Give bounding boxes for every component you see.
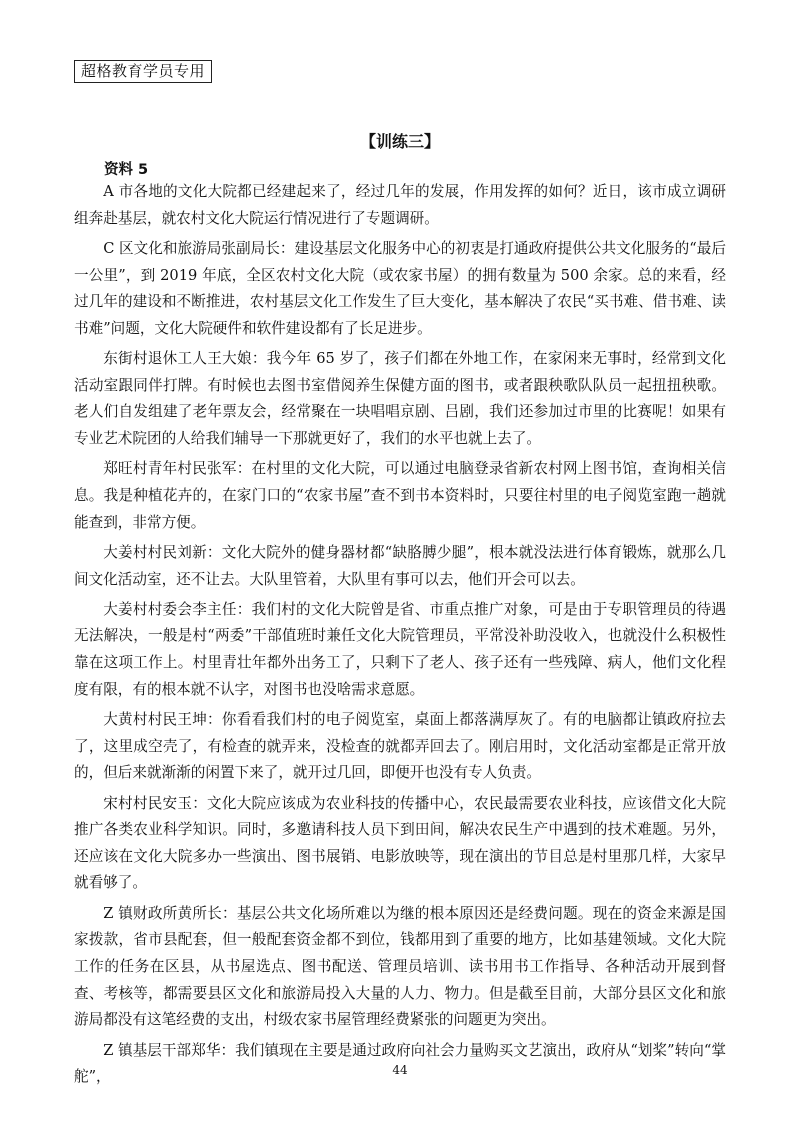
paragraph-intro: A 市各地的文化大院都已经建起来了，经过几年的发展，作用发挥的如何？近日，该市成立调研组奔赴基层，就农村文化大院运行情况进行了专题调研。 <box>74 183 726 227</box>
paragraph-liu-xin: 大姜村村民刘新：文化大院外的健身器材都“缺胳膊少腿”，根本就没法进行体育锻炼，就那么几间文化活动室，还不让去。大队里管着，大队里有事可以去，他们开会可以去。 <box>74 543 726 588</box>
header-stamp: 超格教育学员专用 <box>74 60 212 83</box>
paragraph-wang-daniang: 东街村退休工人王大娘：我今年 65 岁了，孩子们都在外地工作，在家闲来无事时，经常到文化活动室跟同伴打牌。有时候也去图书室借阅养生保健方面的图书，或者跟秧歌队队员一起扭扭秧歌。老人们自发组建了老年票友会，经常聚在一块唱唱京剧、吕剧，我们还参加过市里的比赛呢！如果有专业艺术院团的人给我们辅导一下那就更好了，我们的水平也就上去了。 <box>74 350 726 447</box>
paragraph-wang-kun: 大黄村村民王坤：你看看我们村的电子阅览室，桌面上都落满厚灰了。有的电脑都让镇政府拉去了，这里成空壳了，有检查的就弄来，没检查的就都弄回去了。刚启用时，文化活动室都是正常开放的，但后来就渐渐的闲置下来了，就开过几回，即便开也没有专人负责。 <box>74 711 726 782</box>
paragraph-director-huang: Z 镇财政所黄所长：基层公共文化场所难以为继的根本原因还是经费问题。现在的资金来源是国家拨款，省市县配套，但一般配套资金都不到位，钱都用到了重要的地方，比如基建领域。文化大院工作的任务在区县，从书屋选点、图书配送、管理员培训、读书用书工作指导、各种活动开展到督查、考核等，都需要县区文化和旅游局投入大量的人力、物力。但是截至目前，大部分县区文化和旅游局都没有这笔经费的支出，村级农家书屋管理经费紧张的问题更为突出。 <box>74 904 726 1029</box>
page-number: 44 <box>392 1063 408 1077</box>
paragraph-an-yu: 宋村村民安玉：文化大院应该成为农业科技的传播中心，农民最需要农业科技，应该借文化大院推广各类农业科学知识。同时，多邀请科技人员下到田间，解决农民生产中遇到的技术难题。另外，还应该在文化大院多办一些演出、图书展销、电影放映等，现在演出的节目总是村里那几样，大家早就看够了。 <box>74 794 726 892</box>
document-body <box>74 179 726 1095</box>
section-title: 【训练三】 <box>359 132 440 151</box>
paragraph-zhang-jun: 郑旺村青年村民张军：在村里的文化大院，可以通过电脑登录省新农村网上图书馆，查询相关信息。我是种植花卉的，在家门口的“农家书屋”查不到书本资料时，只要往村里的电子阅览室跑一趟就能查到，非常方便。 <box>74 460 726 531</box>
paragraph-zheng-hua: Z 镇基层干部郑华：我们镇现在主要是通过政府向社会力量购买文艺演出，政府从“划桨”转向“掌舵”， <box>74 1041 726 1086</box>
material-title: 资料 5 <box>104 162 149 178</box>
paragraph-director-li: 大姜村村委会李主任：我们村的文化大院曾是省、市重点推广对象，可是由于专职管理员的待遇无法解决，一般是村“两委”干部值班时兼任文化大院管理员，平常没补助没收入，也就没什么积极性靠在这项工作上。村里青壮年都外出务工了，只剩下了老人、孩子还有一些残障、病人，他们文化程度有限，有的根本就不认字，对图书也没啥需求意愿。 <box>74 600 726 698</box>
paragraph-c-district: C 区文化和旅游局张副局长：建设基层文化服务中心的初衷是打通政府提供公共文化服务的“最后一公里”，到 2019 年底，全区农村文化大院（或农家书屋）的拥有数量为 500 余家。总的来看，经过几年的建设和不断推进，农村基层文化工作发生了巨大变化，基本解决了农民“买书难、借书难、读书难”问题，文化大院硬件和软件建设都有了长足进步。 <box>74 239 726 337</box>
